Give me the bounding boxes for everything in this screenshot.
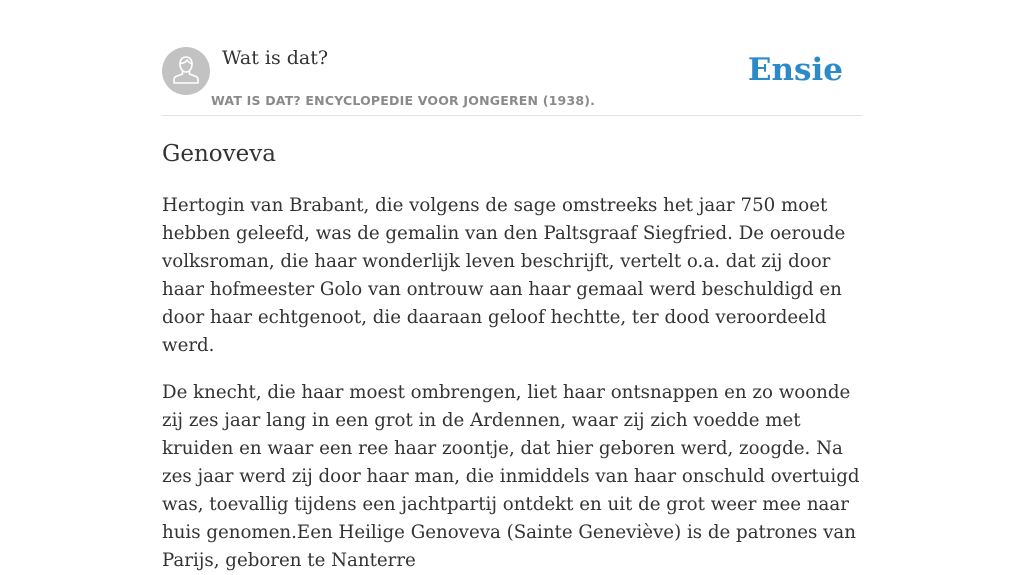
- article-content: [162, 138, 864, 575]
- article-paragraph: De knecht, die haar moest ombrengen, liet haar ontsnappen en zo woonde zij zes jaar lang in een grot in de Ardennen, waar zij zich voedde met kruiden en waar een ree haar zoontje, dat hier geboren werd, zoogde. Na zes jaar werd zij door haar man, die inmiddels van haar onschuld overtuigd was, toevallig tijdens een jachtpartij ontdekt en uit de grot weer mee naar huis genomen.Een Heilige Genoveva (Sainte Geneviève) is de patrones van Parijs, geboren te Nanterre: [162, 382, 860, 571]
- article-title: Genoveva: [162, 141, 276, 167]
- article-paragraph: Hertogin van Brabant, die volgens de sage omstreeks het jaar 750 moet hebben geleefd, was de gemalin van den Paltsgraaf Siegfried. De oeroude volksroman, die haar wonderlijk leven beschrijft, vertelt o.a. dat zij door haar hofmeester Golo van ontrouw aan haar gemaal werd beschuldigd en door haar echtgenoot, die daaraan geloof hechtte, ter dood veroordeeld werd.: [162, 195, 846, 356]
- source-title-link[interactable]: Wat is dat?: [222, 47, 329, 69]
- user-icon[interactable]: [162, 47, 210, 95]
- source-subtitle: WAT IS DAT? ENCYCLOPEDIE VOOR JONGEREN (1938).: [211, 93, 596, 108]
- source-header: [162, 46, 862, 116]
- ensie-logo[interactable]: Ensie: [747, 52, 843, 88]
